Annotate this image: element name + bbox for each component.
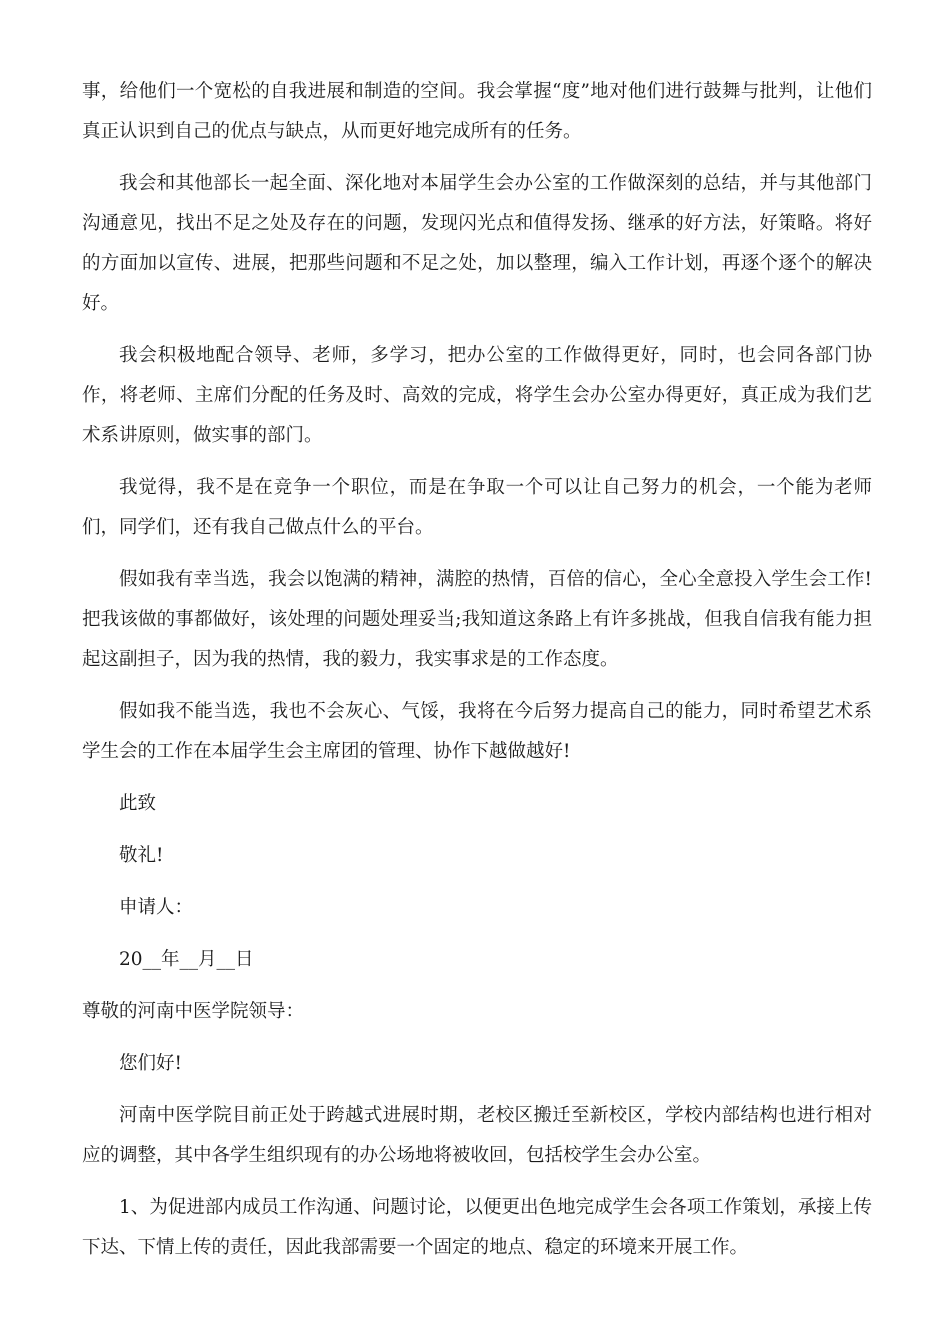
paragraph-cooperation: 我会积极地配合领导、老师，多学习，把办公室的工作做得更好，同时，也会同各部门协作，将老师、主席们分配的任务及时、高效的完成，将学生会办公室办得更好，真正成为我们艺术系讲原则，做实事的部门。 (82, 345, 872, 446)
paragraph-continuation: 事，给他们一个宽松的自我进展和制造的空间。我会掌握“度”地对他们进行鼓舞与批判，让他们真正认识到自己的优点与缺点，从而更好地完成所有的任务。 (82, 81, 872, 142)
paragraph-campus-relocation: 河南中医学院目前正处于跨越式进展时期，老校区搬迁至新校区，学校内部结构也进行相对应的调整，其中各学生组织现有的办公场地将被收回，包括校学生会办公室。 (82, 1105, 872, 1166)
paragraph-summary-plan: 我会和其他部长一起全面、深化地对本届学生会办公室的工作做深刻的总结，并与其他部门沟通意见，找出不足之处及存在的问题，发现闪光点和值得发扬、继承的好方法，好策略。将好的方面加以宣传、进展，把那些问题和不足之处，加以整理，编入工作计划，再逐个逐个的解决好。 (82, 173, 872, 314)
paragraph-opportunity: 我觉得，我不是在竞争一个职位，而是在争取一个可以让自己努力的机会，一个能为老师们，同学们，还有我自己做点什么的平台。 (82, 477, 872, 538)
closing-regards: 敬礼! (119, 845, 164, 866)
closing-salutation: 此致 (119, 793, 157, 814)
letter-greeting: 您们好! (119, 1053, 182, 1074)
letter-addressee: 尊敬的河南中医学院领导： (82, 1001, 305, 1022)
paragraph-reason-one: 1、为促进部内成员工作沟通、问题讨论，以便更出色地完成学生会各项工作策划，承接上传下达、下情上传的责任，因此我部需要一个固定的地点、稳定的环境来开展工作。 (82, 1197, 872, 1258)
applicant-label: 申请人： (119, 897, 194, 918)
paragraph-if-elected: 假如我有幸当选，我会以饱满的精神，满腔的热情，百倍的信心，全心全意投入学生会工作!把我该做的事都做好，该处理的问题处理妥当;我知道这条路上有许多挑战，但我自信我有能力担起这副担子，因为我的热情，我的毅力，我实事求是的工作态度。 (82, 569, 872, 670)
document-body (82, 72, 872, 1280)
paragraph-if-not-elected: 假如我不能当选，我也不会灰心、气馁，我将在今后努力提高自己的能力，同时希望艺术系学生会的工作在本届学生会主席团的管理、协作下越做越好! (82, 701, 872, 762)
date-line: 20__年__月__日 (119, 949, 254, 970)
